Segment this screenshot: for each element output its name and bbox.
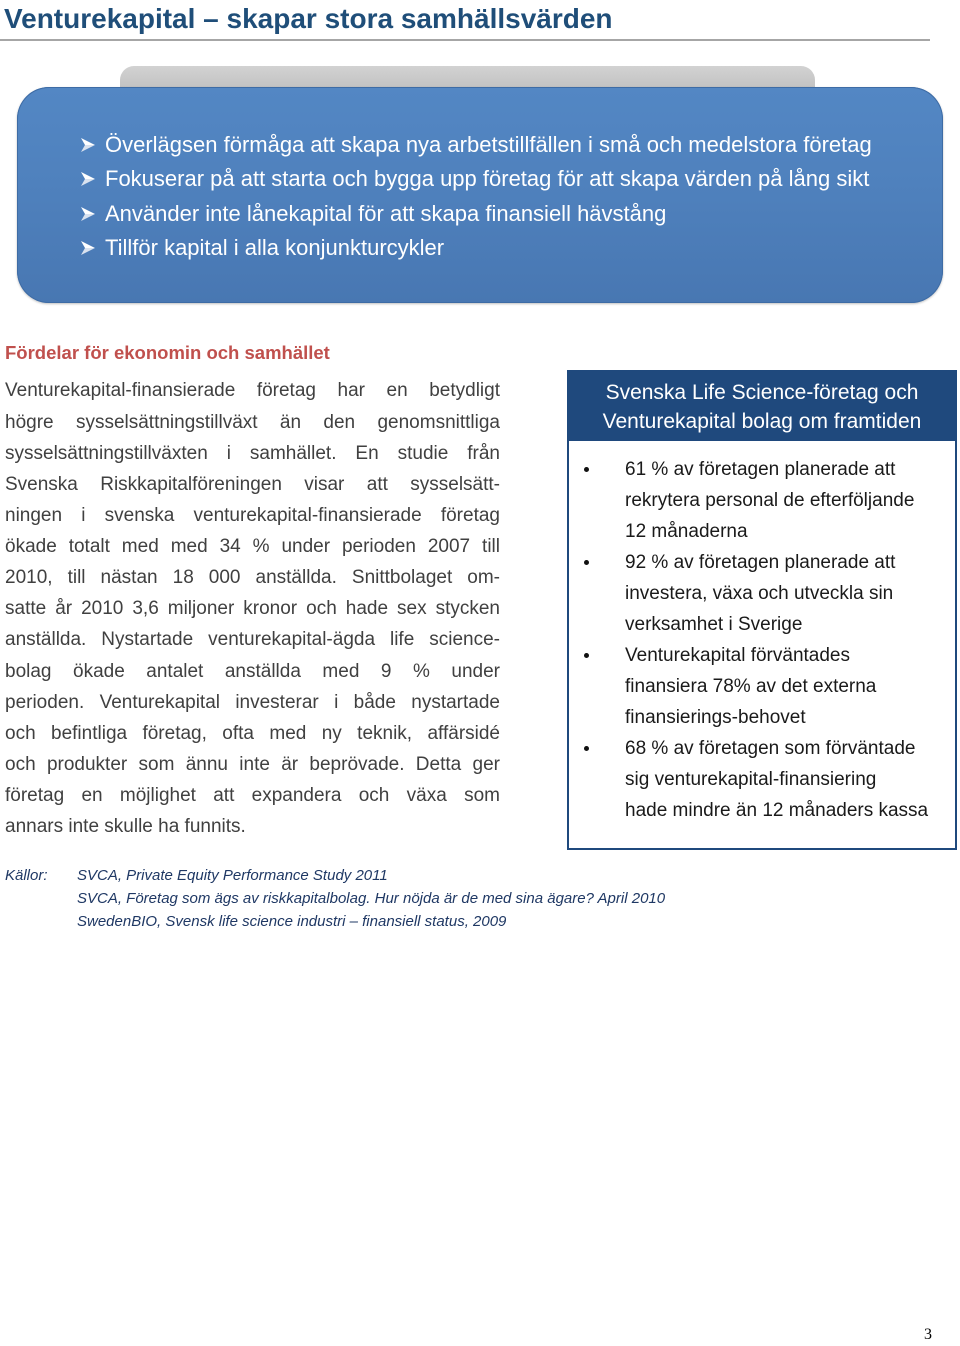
highlight-item <box>80 231 920 265</box>
sidebar-bullet-line: investera, växa och utveckla sin <box>625 582 894 604</box>
sidebar-bullet-line: 92 % av företagen planerade att <box>625 551 896 573</box>
sidebar-bullet-item <box>569 733 955 826</box>
sidebar-bullet-line: sig venturekapital-finansiering <box>625 768 877 790</box>
paragraph-line: anställda. Nystartade venturekapital-ägda life science- <box>5 629 500 651</box>
sources-label: Källor: <box>5 866 48 884</box>
source-item: SVCA, Private Equity Performance Study 2011 <box>77 866 388 884</box>
paragraph-line: perioden. Venturekapital investerar i både nystartade <box>5 691 500 713</box>
highlight-text: Överlägsen förmåga att skapa nya arbetstillfällen i små och medelstora företag <box>105 132 872 157</box>
highlight-box <box>17 87 943 303</box>
sidebar-bullet-line: Venturekapital förväntades <box>625 644 850 666</box>
highlight-text: Fokuserar på att starta och bygga upp företag för att skapa värden på lång sikt <box>105 166 870 192</box>
page-number: 3 <box>924 1326 932 1343</box>
paragraph-line: Venturekapital-finansierade företag har en betydligt <box>5 380 500 402</box>
sidebar-bullet-list <box>569 454 955 826</box>
highlight-item <box>80 162 920 196</box>
paragraph-line: sysselsättningstillväxten i samhället. En studie från <box>5 442 500 464</box>
arrowhead-icon <box>80 240 96 256</box>
sidebar-bullet-line: 68 % av företagen som förväntade <box>625 737 916 759</box>
paragraph-line: satte år 2010 3,6 miljoner kronor och hade sex stycken <box>5 598 500 620</box>
sidebar-bullet-item <box>569 454 955 547</box>
arrowhead-icon <box>80 137 96 153</box>
bullet-icon <box>584 560 589 565</box>
highlight-item <box>80 128 920 162</box>
sidebar-heading-line: Svenska Life Science-företag och <box>605 380 919 404</box>
highlight-text: Tillför kapital i alla konjunkturcykler <box>105 234 445 260</box>
bullet-icon <box>584 746 589 751</box>
sidebar-bullet-item <box>569 547 955 640</box>
life-science-sidebar <box>567 370 957 850</box>
paragraph-line: företag en möjlighet att expandera och växa som <box>5 785 500 807</box>
paragraph-line: 2010, till nästan 18 000 anställda. Snittbolaget om- <box>5 567 500 589</box>
highlight-item <box>80 197 920 231</box>
paragraph-line: ökade totalt med med 34 % under perioden 2007 till <box>5 536 500 558</box>
sidebar-bullet-line: rekrytera personal de efterföljande <box>625 489 915 511</box>
paragraph-line: bolag ökade antalet anställda med 9 % under <box>5 660 500 682</box>
sidebar-heading-line: Venturekapital bolag om framtiden <box>602 409 922 433</box>
paragraph-line: högre sysselsättningstillväxt än den genomsnittliga <box>5 411 500 433</box>
sidebar-bullet-line: 12 månaderna <box>625 520 748 542</box>
sidebar-bullet-line: verksamhet i Sverige <box>625 613 803 635</box>
paragraph-line: annars inte skulle ha funnits. <box>5 816 246 838</box>
sidebar-header <box>569 372 955 441</box>
source-item: SVCA, Företag som ägs av riskkapitalbolag. Hur nöjda är de med sina ägare? April 2010 <box>77 889 666 907</box>
paragraph-line: Svenska Riskkapitalföreningen visar att sysselsätt- <box>5 473 500 495</box>
sidebar-bullet-line: finansiera 78% av det externa <box>625 675 877 697</box>
sidebar-bullet-line: finansierings-behovet <box>625 706 806 728</box>
sidebar-bullet-line: 61 % av företagen planerade att <box>625 458 896 480</box>
bullet-icon <box>584 653 589 658</box>
sidebar-bullet-item <box>569 640 955 733</box>
benefits-paragraph <box>5 375 500 842</box>
paragraph-line: och befintliga företag, ofta med ny teknik, affärsidé <box>5 722 500 744</box>
source-item: SwedenBIO, Svensk life science industri – finansiell status, 2009 <box>77 912 507 930</box>
arrowhead-icon <box>80 206 96 222</box>
title-divider <box>0 39 930 41</box>
paragraph-line: och produkter som ännu inte är beprövade. Detta ger <box>5 753 500 775</box>
paragraph-line: ningen i svenska venturekapital-finansierade företag <box>5 504 500 526</box>
highlight-list <box>80 128 920 265</box>
highlight-text: Använder inte lånekapital för att skapa finansiell hävstång <box>105 200 667 226</box>
arrowhead-icon <box>80 171 96 187</box>
page-title: Venturekapital – skapar stora samhällsvärden <box>4 3 613 34</box>
sources-list <box>77 864 665 933</box>
sidebar-bullet-line: hade mindre än 12 månaders kassa <box>625 799 929 821</box>
bullet-icon <box>584 467 589 472</box>
benefits-heading: Fördelar för ekonomin och samhället <box>5 342 330 363</box>
